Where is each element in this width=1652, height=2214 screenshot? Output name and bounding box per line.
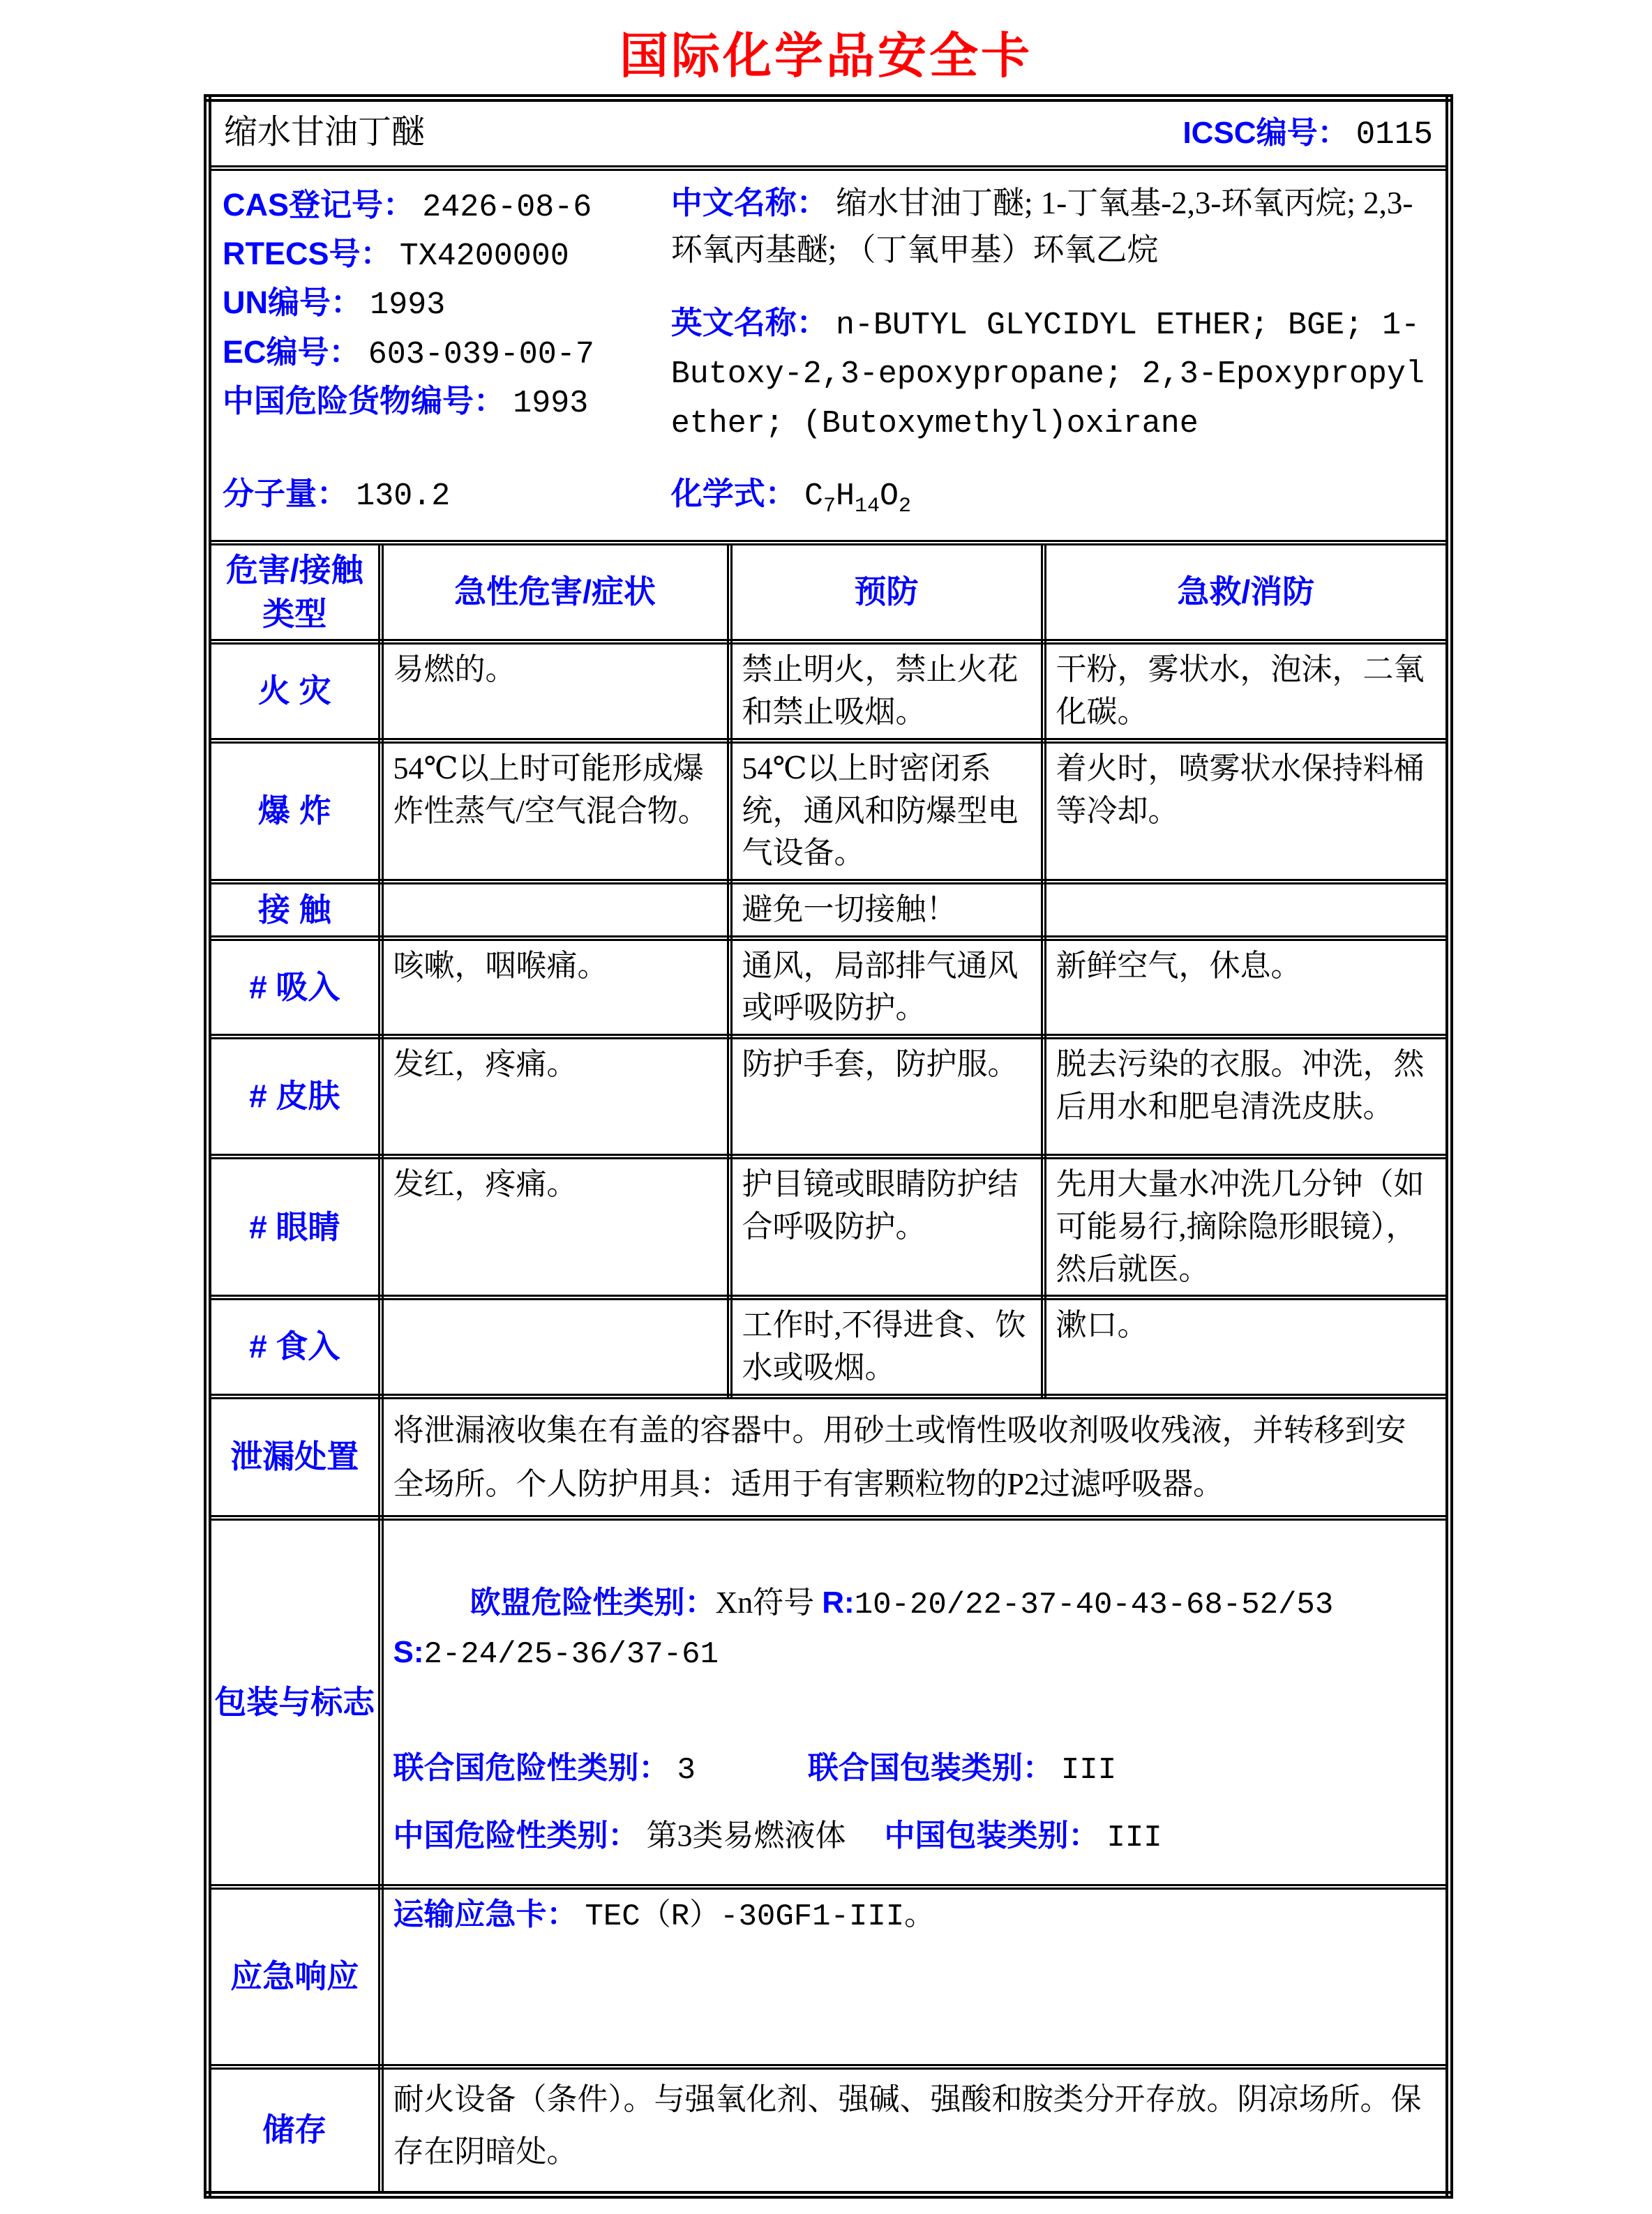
fire-prevention: 禁止明火，禁止火花和禁止吸烟。 [730, 642, 1044, 740]
inhalation-first-aid: 新鲜空气，休息。 [1044, 938, 1450, 1037]
cn-classification: 中国危险性类别： 第3类易燃液体 中国包装类别： III [393, 1818, 1162, 1855]
col-header-first-aid: 急救/消防 [1044, 543, 1450, 642]
hazard-row-contact [208, 882, 1450, 938]
icsc-number: 0115 [1356, 116, 1433, 153]
contact-first-aid [1044, 882, 1450, 938]
packaging-content-cell [381, 1518, 1450, 1887]
inhalation-prevention: 通风，局部排气通风或呼吸防护。 [730, 938, 1044, 1037]
ingestion-type: # 食入 [208, 1297, 381, 1396]
explosion-type: 爆 炸 [208, 741, 381, 882]
inhalation-symptoms: 咳嗽，咽喉痛。 [381, 938, 730, 1037]
cas-number: CAS登记号： 2426-08-6 [223, 186, 592, 225]
icsc-label: ICSC编号： [1182, 116, 1349, 151]
skin-symptoms: 发红，疼痛。 [381, 1037, 730, 1157]
eu-classification: 欧盟危险性类别：Xn符号 R:10-20/22-37-40-43-68-52/53 S:2-24/25-36/37-61 [393, 1585, 1389, 1673]
section-row-packaging [208, 1518, 1450, 1887]
chemical-formula: 化学式： $C_7H_{14}O_2$ [670, 476, 912, 519]
english-name: 英文名称： n-BUTYL GLYCIDYL ETHER; BGE; 1-Butoxy-2,3-epoxypropane; 2,3-Epoxypropyl ether; (Butoxymethyl)oxirane [670, 304, 1425, 442]
hazard-row-inhalation [208, 938, 1450, 1037]
card-header-cell [208, 98, 1450, 168]
formula-value: $C_7H_{14}O_2$ [804, 479, 912, 519]
substance-name: 缩水甘油丁醚 [224, 114, 426, 151]
section-row-spill [208, 1396, 1450, 1518]
eyes-symptoms: 发红，疼痛。 [381, 1157, 730, 1297]
fire-type: 火 灾 [208, 642, 381, 740]
col-header-prevention: 预防 [730, 543, 1044, 642]
storage-content-cell: 耐火设备（条件）。与强氧化剂、强碱、强酸和胺类分开存放。阴凉场所。保存在阴暗处。 [381, 2067, 1450, 2195]
col-header-symptoms: 急性危害/症状 [381, 543, 730, 642]
hazard-row-fire [208, 642, 1450, 740]
transport-emergency-card: 运输应急卡： TEC（R）-30GF1-III。 [393, 1897, 936, 1934]
explosion-first-aid: 着火时，喷雾状水保持料桶等冷却。 [1044, 741, 1450, 882]
ingestion-prevention: 工作时,不得进食、饮水或吸烟。 [730, 1297, 1044, 1396]
packaging-label: 包装与标志 [208, 1518, 381, 1887]
section-row-storage [208, 2067, 1450, 2195]
eyes-prevention: 护目镜或眼睛防护结合呼吸防护。 [730, 1157, 1044, 1297]
ingestion-first-aid: 漱口。 [1044, 1297, 1450, 1396]
emergency-label: 应急响应 [208, 1887, 381, 2067]
identification-row [208, 168, 1450, 543]
inhalation-type: # 吸入 [208, 938, 381, 1037]
fire-first-aid: 干粉，雾状水，泡沫，二氧化碳。 [1044, 642, 1450, 740]
col-header-hazard-type: 危害/接触 类型 [208, 543, 381, 642]
hazard-row-skin [208, 1037, 1450, 1157]
hazard-row-eyes [208, 1157, 1450, 1297]
card-header-row [208, 98, 1450, 168]
ingestion-symptoms [381, 1297, 730, 1396]
contact-symptoms [381, 882, 730, 938]
eyes-first-aid: 先用大量水冲洗几分钟（如可能易行,摘除隐形眼镜），然后就医。 [1044, 1157, 1450, 1297]
chinese-name: 中文名称： 缩水甘油丁醚; 1-丁氧基-2,3-环氧丙烷; 2,3-环氧丙基醚; （丁氧甲基）环氧乙烷 [670, 184, 1413, 267]
section-row-emergency [208, 1887, 1450, 2067]
registry-numbers [223, 179, 671, 473]
explosion-prevention: 54℃以上时密闭系统，通风和防爆型电气设备。 [730, 741, 1044, 882]
rtecs-number: RTECS号： TX4200000 [223, 235, 569, 274]
hazard-row-explosion [208, 741, 1450, 882]
un-classification: 联合国危险性类别： 3 联合国包装类别： III [393, 1750, 1117, 1788]
china-dangerous-goods-number: 中国危险货物编号： 1993 [223, 383, 589, 422]
identification-cell [208, 168, 1450, 543]
hazard-header-row [208, 543, 1450, 642]
hazard-row-ingestion [208, 1297, 1450, 1396]
storage-label: 储存 [208, 2067, 381, 2195]
contact-type: 接 触 [208, 882, 381, 938]
skin-first-aid: 脱去污染的衣服。冲洗，然后用水和肥皂清洗皮肤。 [1044, 1037, 1450, 1157]
eyes-type: # 眼睛 [208, 1157, 381, 1297]
ec-number: EC编号： 603-039-00-7 [223, 333, 594, 372]
molecular-weight: 分子量： 130.2 [223, 476, 451, 515]
contact-prevention: 避免一切接触！ [730, 882, 1044, 938]
icsc-card [204, 94, 1453, 2199]
spill-content-cell: 将泄漏液收集在有盖的容器中。用砂土或惰性吸收剂吸收残液，并转移到安全场所。个人防护用具：适用于有害颗粒物的P2过滤呼吸器。 [381, 1396, 1450, 1518]
emergency-content-cell [381, 1887, 1450, 2067]
explosion-symptoms: 54℃以上时可能形成爆炸性蒸气/空气混合物。 [381, 741, 730, 882]
skin-prevention: 防护手套，防护服。 [730, 1037, 1044, 1157]
icsc-number-group [1182, 112, 1433, 157]
page-title: 国际化学品安全卡 [620, 29, 1032, 83]
fire-symptoms: 易燃的。 [381, 642, 730, 740]
un-number: UN编号： 1993 [223, 285, 446, 324]
substance-names [671, 179, 1434, 473]
skin-type: # 皮肤 [208, 1037, 381, 1157]
spill-label: 泄漏处置 [208, 1396, 381, 1518]
